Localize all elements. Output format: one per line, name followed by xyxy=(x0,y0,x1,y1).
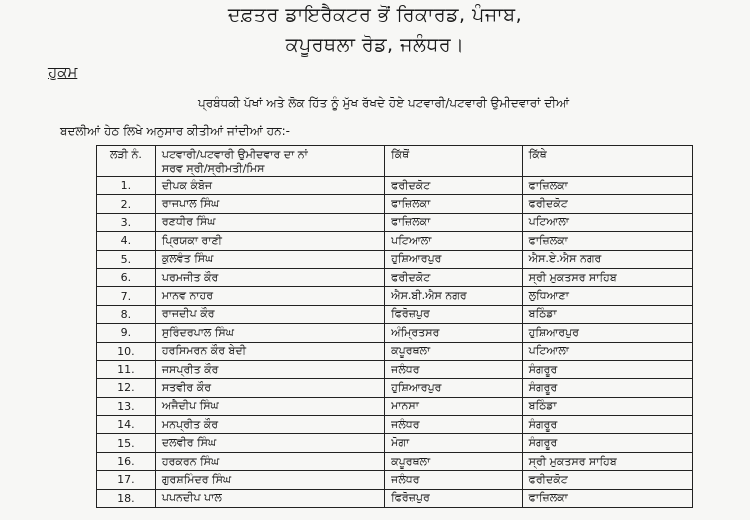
cell-to: ਸ੍ਰੀ ਮੁਕਤਸਰ ਸਾਹਿਬ xyxy=(522,268,692,286)
cell-from: ਐਸ.ਬੀ.ਐਸ ਨਗਰ xyxy=(385,287,523,305)
cell-from: ਕਪੂਰਥਲਾ xyxy=(385,342,523,360)
table-row xyxy=(97,342,693,360)
cell-from: ਮਾਨਸਾ xyxy=(385,397,523,415)
cell-to: ਸ੍ਰੀ ਮੁਕਤਸਰ ਸਾਹਿਬ xyxy=(522,452,692,470)
table-row xyxy=(97,397,693,415)
cell-name: ਗੁਰਸ਼ਮਿੰਦਰ ਸਿੰਘ xyxy=(155,471,384,489)
transfer-table xyxy=(96,145,693,508)
cell-name: ਰਣਧੀਰ ਸਿੰਘ xyxy=(155,213,384,231)
cell-serial: 15. xyxy=(97,434,156,452)
cell-to: ਫਰੀਦਕੋਟ xyxy=(522,195,692,213)
cell-name: ਪਰਮਜੀਤ ਕੌਰ xyxy=(155,268,384,286)
cell-name: ਹਰਕਰਨ ਸਿੰਘ xyxy=(155,452,384,470)
cell-serial: 6. xyxy=(97,268,156,286)
cell-to: ਫਰੀਦਕੋਟ xyxy=(522,471,692,489)
cell-serial: 11. xyxy=(97,360,156,378)
order-text-line2: ਬਦਲੀਆਂ ਹੇਠ ਲਿਖੇ ਅਨੁਸਾਰ ਕੀਤੀਆਂ ਜਾਂਦੀਆਂ ਹਨ:- xyxy=(60,124,290,138)
cell-name: ਰਾਜਦੀਪ ਕੌਰ xyxy=(155,305,384,323)
header-name-line1: ਪਟਵਾਰੀ/ਪਟਵਾਰੀ ਉਮੀਦਵਾਰ ਦਾ ਨਾਂ xyxy=(161,148,308,161)
cell-to: ਪਟਿਆਲਾ xyxy=(522,213,692,231)
table-row xyxy=(97,324,693,342)
cell-from: ਫਾਜ਼ਿਲਕਾ xyxy=(385,213,523,231)
table-header-row xyxy=(97,146,693,177)
cell-from: ਫਰੀਦਕੋਟ xyxy=(385,268,523,286)
order-heading: ਹੁਕਮ xyxy=(48,63,78,81)
header-from: ਕਿੱਥੋਂ xyxy=(385,146,523,177)
cell-name: ਸੁਰਿੰਦਰਪਾਲ ਸਿੰਘ xyxy=(155,324,384,342)
cell-from: ਜਲੰਧਰ xyxy=(385,471,523,489)
office-address: ਕਪੂਰਥਲਾ ਰੋਡ, ਜਲੰਧਰ। xyxy=(285,34,465,56)
cell-name: ਹਰਸਿਮਰਨ ਕੌਰ ਬੇਦੀ xyxy=(155,342,384,360)
table-row xyxy=(97,452,693,470)
cell-name: ਮਨਪ੍ਰੀਤ ਕੌਰ xyxy=(155,416,384,434)
table-row xyxy=(97,489,693,507)
cell-to: ਲੁਧਿਆਣਾ xyxy=(522,287,692,305)
cell-from: ਹੁਸ਼ਿਆਰਪੁਰ xyxy=(385,379,523,397)
cell-to: ਪਟਿਆਲਾ xyxy=(522,342,692,360)
order-text-line1: ਪ੍ਰਬੰਧਕੀ ਪੱਖਾਂ ਅਤੇ ਲੋਕ ਹਿੱਤ ਨੂੰ ਮੁੱਖ ਰੱਖਦੇ ਹੋਏ ਪਟਵਾਰੀ/ਪਟਵਾਰੀ ਉਮੀਦਵਾਰਾਂ ਦੀਆਂ xyxy=(198,96,570,110)
cell-to: ਬਠਿੰਡਾ xyxy=(522,397,692,415)
cell-name: ਮਾਨਵ ਨਾਹਰ xyxy=(155,287,384,305)
cell-serial: 3. xyxy=(97,213,156,231)
table-row xyxy=(97,471,693,489)
cell-to: ਫਾਜ਼ਿਲਕਾ xyxy=(522,177,692,195)
cell-from: ਹੁਸ਼ਿਆਰਪੁਰ xyxy=(385,250,523,268)
cell-name: ਰਾਜਪਾਲ ਸਿੰਘ xyxy=(155,195,384,213)
table-row xyxy=(97,213,693,231)
table-row xyxy=(97,268,693,286)
cell-from: ਕਪੂਰਥਲਾ xyxy=(385,452,523,470)
cell-serial: 10. xyxy=(97,342,156,360)
cell-to: ਹੁਸ਼ਿਆਰਪੁਰ xyxy=(522,324,692,342)
cell-from: ਪਟਿਆਲਾ xyxy=(385,232,523,250)
header-to: ਕਿੱਥੇ xyxy=(522,146,692,177)
cell-from: ਜਲੰਧਰ xyxy=(385,360,523,378)
cell-serial: 14. xyxy=(97,416,156,434)
cell-from: ਮੋਗਾ xyxy=(385,434,523,452)
cell-serial: 17. xyxy=(97,471,156,489)
header-serial: ਲੜੀ ਨੰ. xyxy=(97,146,156,177)
table-row xyxy=(97,177,693,195)
table-row xyxy=(97,360,693,378)
header-name-line2: ਸਰਵ ਸ੍ਰੀ/ਸ੍ਰੀਮਤੀ/ਮਿਸ xyxy=(161,162,265,175)
table-row xyxy=(97,250,693,268)
cell-serial: 9. xyxy=(97,324,156,342)
cell-to: ਫਾਜ਼ਿਲਕਾ xyxy=(522,489,692,507)
cell-to: ਸੰਗਰੂਰ xyxy=(522,360,692,378)
cell-from: ਅੰਮ੍ਰਿਤਸਰ xyxy=(385,324,523,342)
cell-from: ਫਿਰੋਜ਼ਪੁਰ xyxy=(385,489,523,507)
table-row xyxy=(97,232,693,250)
cell-serial: 18. xyxy=(97,489,156,507)
cell-serial: 5. xyxy=(97,250,156,268)
cell-serial: 2. xyxy=(97,195,156,213)
table-row xyxy=(97,195,693,213)
cell-name: ਜਸਪ੍ਰੀਤ ਕੌਰ xyxy=(155,360,384,378)
cell-serial: 12. xyxy=(97,379,156,397)
cell-from: ਫਰੀਦਕੋਟ xyxy=(385,177,523,195)
cell-to: ਫਾਜ਼ਿਲਕਾ xyxy=(522,232,692,250)
cell-serial: 4. xyxy=(97,232,156,250)
table-row xyxy=(97,287,693,305)
cell-name: ਦੀਪਕ ਕੰਬੋਜ xyxy=(155,177,384,195)
cell-serial: 13. xyxy=(97,397,156,415)
cell-name: ਪਪਨਦੀਪ ਪਾਲ xyxy=(155,489,384,507)
cell-from: ਫਾਜ਼ਿਲਕਾ xyxy=(385,195,523,213)
cell-serial: 16. xyxy=(97,452,156,470)
cell-from: ਫਿਰੋਜ਼ਪੁਰ xyxy=(385,305,523,323)
cell-name: ਕੁਲਵੰਤ ਸਿੰਘ xyxy=(155,250,384,268)
header-name xyxy=(155,146,384,177)
cell-name: ਸਤਵੀਰ ਕੌਰ xyxy=(155,379,384,397)
cell-serial: 8. xyxy=(97,305,156,323)
office-title: ਦਫ਼ਤਰ ਡਾਇਰੈਕਟਰ ਭੋਂ ਰਿਕਾਰਡ, ਪੰਜਾਬ, xyxy=(227,4,523,26)
cell-to: ਐਸ.ਏ.ਐਸ ਨਗਰ xyxy=(522,250,692,268)
cell-to: ਸੰਗਰੂਰ xyxy=(522,416,692,434)
cell-from: ਜਲੰਧਰ xyxy=(385,416,523,434)
table-row xyxy=(97,305,693,323)
cell-name: ਦਲਵੀਰ ਸਿੰਘ xyxy=(155,434,384,452)
cell-to: ਸੰਗਰੂਰ xyxy=(522,434,692,452)
cell-serial: 7. xyxy=(97,287,156,305)
cell-name: ਪ੍ਰਿਯਕਾ ਰਾਣੀ xyxy=(155,232,384,250)
table-row xyxy=(97,379,693,397)
cell-to: ਸੰਗਰੂਰ xyxy=(522,379,692,397)
cell-serial: 1. xyxy=(97,177,156,195)
cell-name: ਅਜੈਦੀਪ ਸਿੰਘ xyxy=(155,397,384,415)
cell-to: ਬਠਿੰਡਾ xyxy=(522,305,692,323)
table-row xyxy=(97,416,693,434)
table-row xyxy=(97,434,693,452)
